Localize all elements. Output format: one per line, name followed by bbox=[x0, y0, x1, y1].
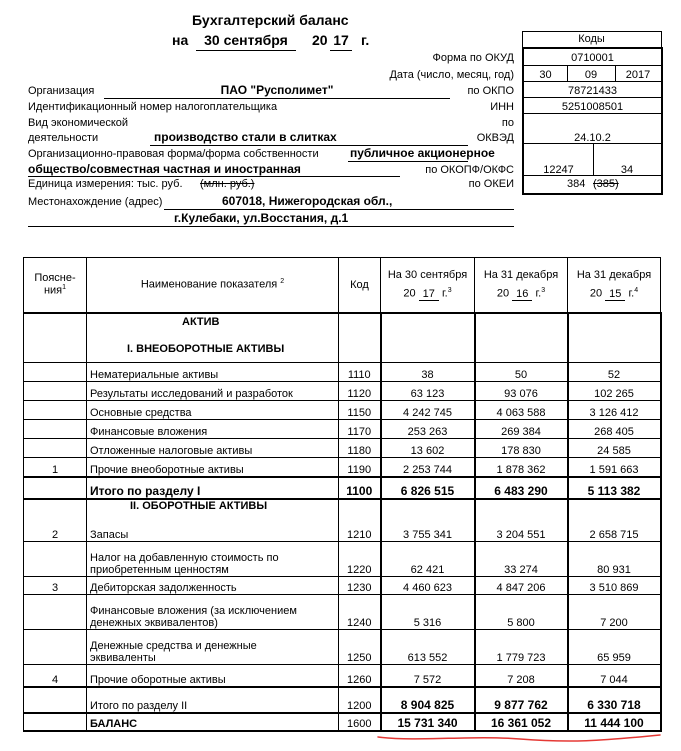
value-cell: 3 755 341 bbox=[381, 517, 475, 542]
value-cell: 2 658 715 bbox=[568, 517, 661, 542]
name-line-2: эквиваленты bbox=[90, 652, 156, 664]
header-note-sup: 1 bbox=[62, 284, 67, 292]
total-1-v3: 5 113 382 bbox=[568, 477, 661, 499]
value-cell: 178 830 bbox=[475, 439, 568, 458]
note-cell: 2 bbox=[24, 517, 87, 542]
okved-label-1: по bbox=[501, 117, 514, 129]
value-cell: 7 200 bbox=[568, 595, 661, 630]
header-p3-line1: На 31 декабря bbox=[576, 269, 652, 282]
header-p2-sup: 3 bbox=[541, 287, 546, 295]
value-cell: 1 878 362 bbox=[475, 458, 568, 477]
header-p2-year: 16 bbox=[512, 288, 532, 301]
code-cell: 1180 bbox=[339, 439, 381, 458]
address-line-1: 607018, Нижегородская обл., bbox=[222, 194, 393, 208]
okpo-label: по ОКПО bbox=[467, 85, 514, 97]
note-cell: 3 bbox=[24, 577, 87, 595]
code-cell: 1150 bbox=[339, 401, 381, 420]
inn-label: Идентификационный номер налогоплательщика bbox=[28, 101, 278, 113]
total-1-v2: 6 483 290 bbox=[475, 477, 568, 499]
value-cell: 5 316 bbox=[381, 595, 475, 630]
okved-value: 24.10.2 bbox=[574, 132, 611, 144]
header-p2-prefix: 20 bbox=[496, 288, 510, 301]
value-cell: 3 126 412 bbox=[568, 401, 661, 420]
code-cell: 1220 bbox=[339, 542, 381, 577]
header-p1-prefix: 20 bbox=[403, 288, 416, 301]
value-cell: 24 585 bbox=[568, 439, 661, 458]
value-cell: 4 063 588 bbox=[475, 401, 568, 420]
value-cell: 3 204 551 bbox=[475, 517, 568, 542]
okud-value: 0710001 bbox=[571, 52, 614, 64]
value-cell: 38 bbox=[381, 363, 475, 382]
code-cell: 1250 bbox=[339, 630, 381, 665]
note-cell: 4 bbox=[24, 665, 87, 687]
activity-value: производство стали в слитках bbox=[154, 130, 337, 144]
name-line-2: приобретенным ценностям bbox=[90, 564, 229, 576]
okei-label: по ОКЕИ bbox=[468, 178, 514, 190]
total-1-v1: 6 826 515 bbox=[381, 477, 475, 499]
note-cell: 1 bbox=[24, 458, 87, 477]
name-cell: Основные средства bbox=[87, 401, 339, 420]
okpo-value: 78721433 bbox=[568, 85, 617, 97]
header-p1-suffix: г. bbox=[441, 288, 448, 301]
org-label: Организация bbox=[28, 85, 95, 97]
value-cell: 5 800 bbox=[475, 595, 568, 630]
document-title: Бухгалтерский баланс bbox=[192, 12, 349, 28]
activity-label-2: деятельности bbox=[28, 132, 99, 144]
name-cell: Результаты исследований и разработок bbox=[87, 382, 339, 401]
date-month: 09 bbox=[584, 69, 598, 81]
code-cell: 1190 bbox=[339, 458, 381, 477]
okopf-label: по ОКОПФ/ОКФС bbox=[425, 164, 514, 176]
address-line-2: г.Кулебаки, ул.Восстания, д.1 bbox=[174, 211, 349, 225]
header-p3-sup: 4 bbox=[634, 287, 639, 295]
header-p2-line1: На 31 декабря bbox=[483, 269, 559, 282]
header-p1-sup: 3 bbox=[447, 287, 452, 295]
value-cell: 80 931 bbox=[568, 542, 661, 577]
header-p3-year: 15 bbox=[605, 288, 625, 301]
value-cell: 4 847 206 bbox=[475, 577, 568, 595]
okopf-value: 12247 bbox=[543, 164, 574, 176]
value-cell: 268 405 bbox=[568, 420, 661, 439]
section-current: II. ОБОРОТНЫЕ АКТИВЫ bbox=[87, 499, 339, 517]
name-line-2: денежных эквивалентов) bbox=[90, 617, 218, 629]
date-year: 2017 bbox=[625, 69, 651, 81]
value-cell: 269 384 bbox=[475, 420, 568, 439]
value-cell: 613 552 bbox=[381, 630, 475, 665]
value-cell: 7 044 bbox=[568, 665, 661, 687]
okfs-value: 34 bbox=[620, 164, 634, 176]
title-date: 30 сентября bbox=[204, 32, 288, 48]
code-cell: 1230 bbox=[339, 577, 381, 595]
value-cell: 13 602 bbox=[381, 439, 475, 458]
name-line-1: Финансовые вложения (за исключением bbox=[90, 605, 297, 617]
date-day: 30 bbox=[539, 69, 552, 81]
value-cell: 4 242 745 bbox=[381, 401, 475, 420]
value-cell: 65 959 bbox=[568, 630, 661, 665]
okei-value: 384 bbox=[567, 178, 586, 190]
total-2-v1: 8 904 825 bbox=[381, 687, 475, 713]
name-cell: Финансовые вложения bbox=[87, 420, 339, 439]
balance-v3: 11 444 100 bbox=[568, 713, 661, 731]
form-value-1: публичное акционерное bbox=[350, 146, 495, 160]
header-name-label: Наименование показателя bbox=[140, 279, 278, 292]
code-cell: 1260 bbox=[339, 665, 381, 687]
header-p3-suffix: г. bbox=[628, 288, 635, 301]
balance-v2: 16 361 052 bbox=[475, 713, 568, 731]
value-cell: 4 460 623 bbox=[381, 577, 475, 595]
inn-value: 5251008501 bbox=[561, 101, 624, 113]
code-cell: 1120 bbox=[339, 382, 381, 401]
total-2-code: 1200 bbox=[339, 687, 381, 713]
header-p1-line1: На 30 сентября bbox=[387, 269, 468, 282]
title-on-label: на bbox=[172, 32, 189, 48]
value-cell: 2 253 744 bbox=[381, 458, 475, 477]
value-cell: 33 274 bbox=[475, 542, 568, 577]
org-name: ПАО "Русполимет" bbox=[220, 83, 334, 97]
code-cell: 1170 bbox=[339, 420, 381, 439]
balance-code: 1600 bbox=[339, 713, 381, 731]
form-label: Организационно-правовая форма/форма собственности bbox=[28, 148, 319, 160]
header-code: Код bbox=[339, 258, 381, 313]
name-line-1: Налог на добавленную стоимость по bbox=[90, 552, 279, 564]
value-cell: 1 591 663 bbox=[568, 458, 661, 477]
title-year-prefix: 20 bbox=[312, 32, 328, 48]
value-cell: 62 421 bbox=[381, 542, 475, 577]
value-cell: 102 265 bbox=[568, 382, 661, 401]
balance-v1: 15 731 340 bbox=[381, 713, 475, 731]
code-cell: 1240 bbox=[339, 595, 381, 630]
name-cell: Дебиторская задолженность bbox=[87, 577, 339, 595]
total-1-code: 1100 bbox=[339, 477, 381, 499]
code-cell: 1210 bbox=[339, 517, 381, 542]
value-cell: 3 510 869 bbox=[568, 577, 661, 595]
codes-title: Коды bbox=[578, 33, 605, 45]
name-cell: Нематериальные активы bbox=[87, 363, 339, 382]
name-cell: Отложенные налоговые активы bbox=[87, 439, 339, 458]
header-p1-year: 17 bbox=[419, 288, 439, 301]
address-label: Местонахождение (адрес) bbox=[28, 196, 163, 208]
value-cell: 7 572 bbox=[381, 665, 475, 687]
unit-struck: (млн. руб.) bbox=[200, 178, 255, 190]
title-year-unit: г. bbox=[361, 32, 370, 48]
activity-label-1: Вид экономической bbox=[28, 117, 129, 129]
header-name-sup: 2 bbox=[280, 278, 285, 286]
value-cell: 93 076 bbox=[475, 382, 568, 401]
name-line-1: Денежные средства и денежные bbox=[90, 640, 257, 652]
value-cell: 63 123 bbox=[381, 382, 475, 401]
name-cell: Прочие оборотные активы bbox=[87, 665, 339, 687]
header-note-label: Поясне-ния bbox=[34, 272, 76, 298]
okud-label: Форма по ОКУД bbox=[432, 52, 514, 64]
value-cell: 1 779 723 bbox=[475, 630, 568, 665]
total-2-v3: 6 330 718 bbox=[568, 687, 661, 713]
value-cell: 7 208 bbox=[475, 665, 568, 687]
title-year: 17 bbox=[333, 32, 349, 48]
form-value-2: общество/совместная частная и иностранная bbox=[28, 162, 301, 176]
value-cell: 52 bbox=[568, 363, 661, 382]
balance-name: БАЛАНС bbox=[87, 713, 339, 731]
header-p2-suffix: г. bbox=[535, 288, 542, 301]
unit-label: Единица измерения: тыс. руб. bbox=[28, 178, 183, 190]
name-cell: Прочие внеоборотные активы bbox=[87, 458, 339, 477]
name-cell: Запасы bbox=[87, 517, 339, 542]
total-1-name: Итого по разделу I bbox=[87, 477, 339, 499]
header-p3-prefix: 20 bbox=[589, 288, 603, 301]
value-cell: 50 bbox=[475, 363, 568, 382]
date-label: Дата (число, месяц, год) bbox=[389, 69, 514, 81]
total-2-v2: 9 877 762 bbox=[475, 687, 568, 713]
value-cell: 253 263 bbox=[381, 420, 475, 439]
okved-label-2: ОКВЭД bbox=[476, 132, 514, 144]
okei-struck-value: (385) bbox=[593, 178, 619, 190]
section-noncurrent: I. ВНЕОБОРОТНЫЕ АКТИВЫ bbox=[127, 342, 285, 355]
total-2-name: Итого по разделу II bbox=[87, 687, 339, 713]
inn-code-label: ИНН bbox=[490, 101, 514, 113]
code-cell: 1110 bbox=[339, 363, 381, 382]
section-assets: АКТИВ bbox=[182, 315, 220, 328]
